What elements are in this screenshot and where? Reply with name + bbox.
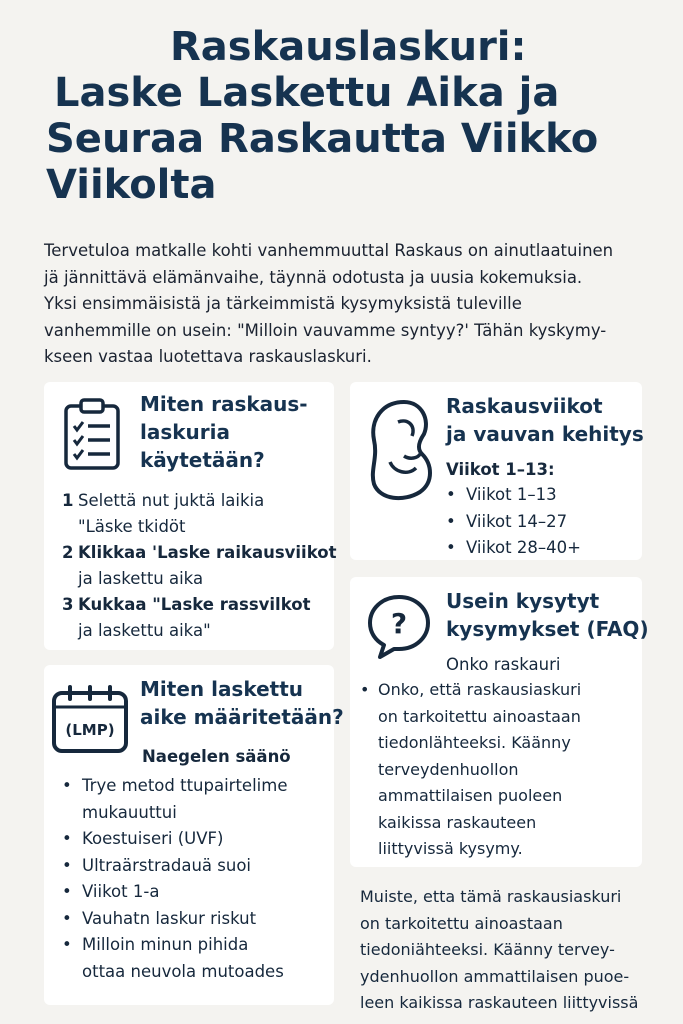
disclaimer-note [360, 884, 660, 1017]
weeks-list [446, 482, 581, 562]
list-item [62, 826, 287, 853]
step-number: 1 [62, 491, 74, 510]
intro-line: kseen vastaa luotettava raskauslaskuri. [44, 347, 372, 366]
faq-card [350, 577, 649, 867]
card-title [446, 392, 644, 448]
page-title [46, 24, 646, 208]
faq-answer-line: on tarkoitettu ainoastaan [378, 706, 581, 726]
card-title-line: kysymykset (FAQ) [446, 617, 649, 641]
intro-line: jä jännittävä elämänvaihe, täynnä odotusta ja uusia kokemuksia. [44, 267, 583, 287]
intro-line: vanhemmille on usein: "Milloin vauvamme syntyy?' Tähän kyskymy- [44, 320, 607, 340]
card-title-line: Miten laskettu [140, 677, 304, 701]
list-item [446, 535, 581, 562]
title-line: Raskauslaskuri: [170, 24, 527, 70]
svg-text:?: ? [390, 607, 408, 640]
speech-bubble-question-icon [364, 591, 434, 661]
note-line: leen kaikissa raskauteen liittyvissä [360, 993, 639, 1012]
note-line: on tarkoitettu ainoastaan [360, 913, 563, 933]
faq-question: Onko raskauri [446, 655, 561, 674]
faq-answer-item [360, 677, 581, 863]
title-line: Seuraa Raskautta Viikko [46, 116, 599, 162]
step-item [48, 488, 336, 540]
list-item-text: mukauuttui [82, 802, 177, 822]
note-line: ydenhuollon ammattilaisen puoe- [360, 966, 630, 986]
step-number: 2 [62, 543, 74, 562]
faq-answer-line: terveydenhuollon [378, 759, 519, 779]
list-item [62, 932, 287, 985]
step-item [48, 592, 336, 644]
list-item-text: • Milloin minun pihida [82, 935, 249, 954]
list-item-text: • Viikot 14–27 [466, 511, 568, 531]
fetus-icon [364, 396, 438, 504]
card-title-line: aike määritetään? [140, 705, 344, 729]
faq-answer-line: liittyvissä kysymy. [378, 839, 523, 858]
note-line: Muiste, etta tämä raskausiaskuri [360, 887, 622, 906]
list-item-text: • Trye metod ttupairtelime [82, 776, 288, 795]
weeks-subheading: Viikot 1–13: [446, 460, 555, 479]
faq-answer-line: kaikissa raskauteen [378, 812, 537, 832]
list-item-text: • Viikot 28–40+ [466, 538, 581, 557]
step-text: ja laskettu aika [78, 569, 204, 588]
card-title [140, 675, 344, 731]
card-title [140, 390, 308, 474]
list-item [62, 879, 287, 906]
step-text: Kukkaa "Laske rassvilkot [78, 595, 311, 614]
card-title-line: käytetään? [140, 448, 265, 472]
steps-list [48, 488, 336, 644]
card-title-line: Raskausviikot [446, 394, 603, 418]
intro-line: Tervetuloa matkalle kohti vanhemmuuttal Raskaus on ainutlaatuinen [44, 241, 614, 260]
title-line: Laske Laskettu Aika ja [54, 70, 560, 116]
clipboard-checklist-icon [62, 396, 122, 472]
note-line: tiedoniähteeksi. Käänny tervey- [360, 940, 615, 959]
card-title-line: Usein kysytyt [446, 589, 600, 613]
due-date-card [44, 665, 344, 1005]
step-number: 3 [62, 595, 74, 614]
list-item [62, 906, 287, 933]
card-title-line: ja vauvan kehitys [446, 422, 644, 446]
list-item-text: • Ultraärstradauä suoi [82, 855, 252, 875]
list-item-text: ottaa neuvola mutoades [82, 961, 284, 981]
faq-answer [360, 677, 581, 863]
list-item [62, 853, 287, 880]
faq-answer-line: ammattilaisen puoleen [378, 786, 563, 805]
list-item [446, 509, 581, 536]
card-title-line: laskuria [140, 420, 231, 444]
calendar-label: (LMP) [65, 721, 115, 739]
calendar-lmp-icon [50, 685, 130, 755]
list-item-text: • Viikot 1-a [82, 882, 160, 901]
card-title [446, 587, 649, 643]
step-text: Klikkaa 'Laske raikausviikot [78, 543, 337, 562]
how-to-use-card [44, 382, 337, 650]
step-item [48, 540, 336, 592]
card-title-line: Miten raskaus- [140, 392, 308, 416]
step-text: Selettä nut juktä laikia [78, 491, 265, 510]
list-item-text: • Vauhatn laskur riskut [82, 908, 257, 928]
list-item [62, 773, 287, 826]
due-date-subheading: Naegelen säänö [142, 747, 291, 766]
list-item-text: • Koestuiseri (UVF) [82, 829, 224, 848]
title-line: Viikolta [46, 162, 217, 208]
pregnancy-weeks-card [350, 382, 642, 560]
step-text: ja laskettu aika" [78, 621, 211, 640]
faq-answer-line: • Onko, että raskausiaskuri [378, 680, 582, 699]
intro-paragraph [44, 238, 654, 371]
faq-answer-line: tiedonlähteeksi. Käänny [378, 733, 571, 752]
list-item-text: • Viikot 1–13 [466, 485, 557, 504]
due-date-list [62, 773, 287, 985]
intro-line: Yksi ensimmäisistä ja tärkeimmistä kysymyksistä tuleville [44, 294, 522, 313]
step-text: "Läske tkidöt [78, 517, 186, 536]
list-item [446, 482, 581, 509]
